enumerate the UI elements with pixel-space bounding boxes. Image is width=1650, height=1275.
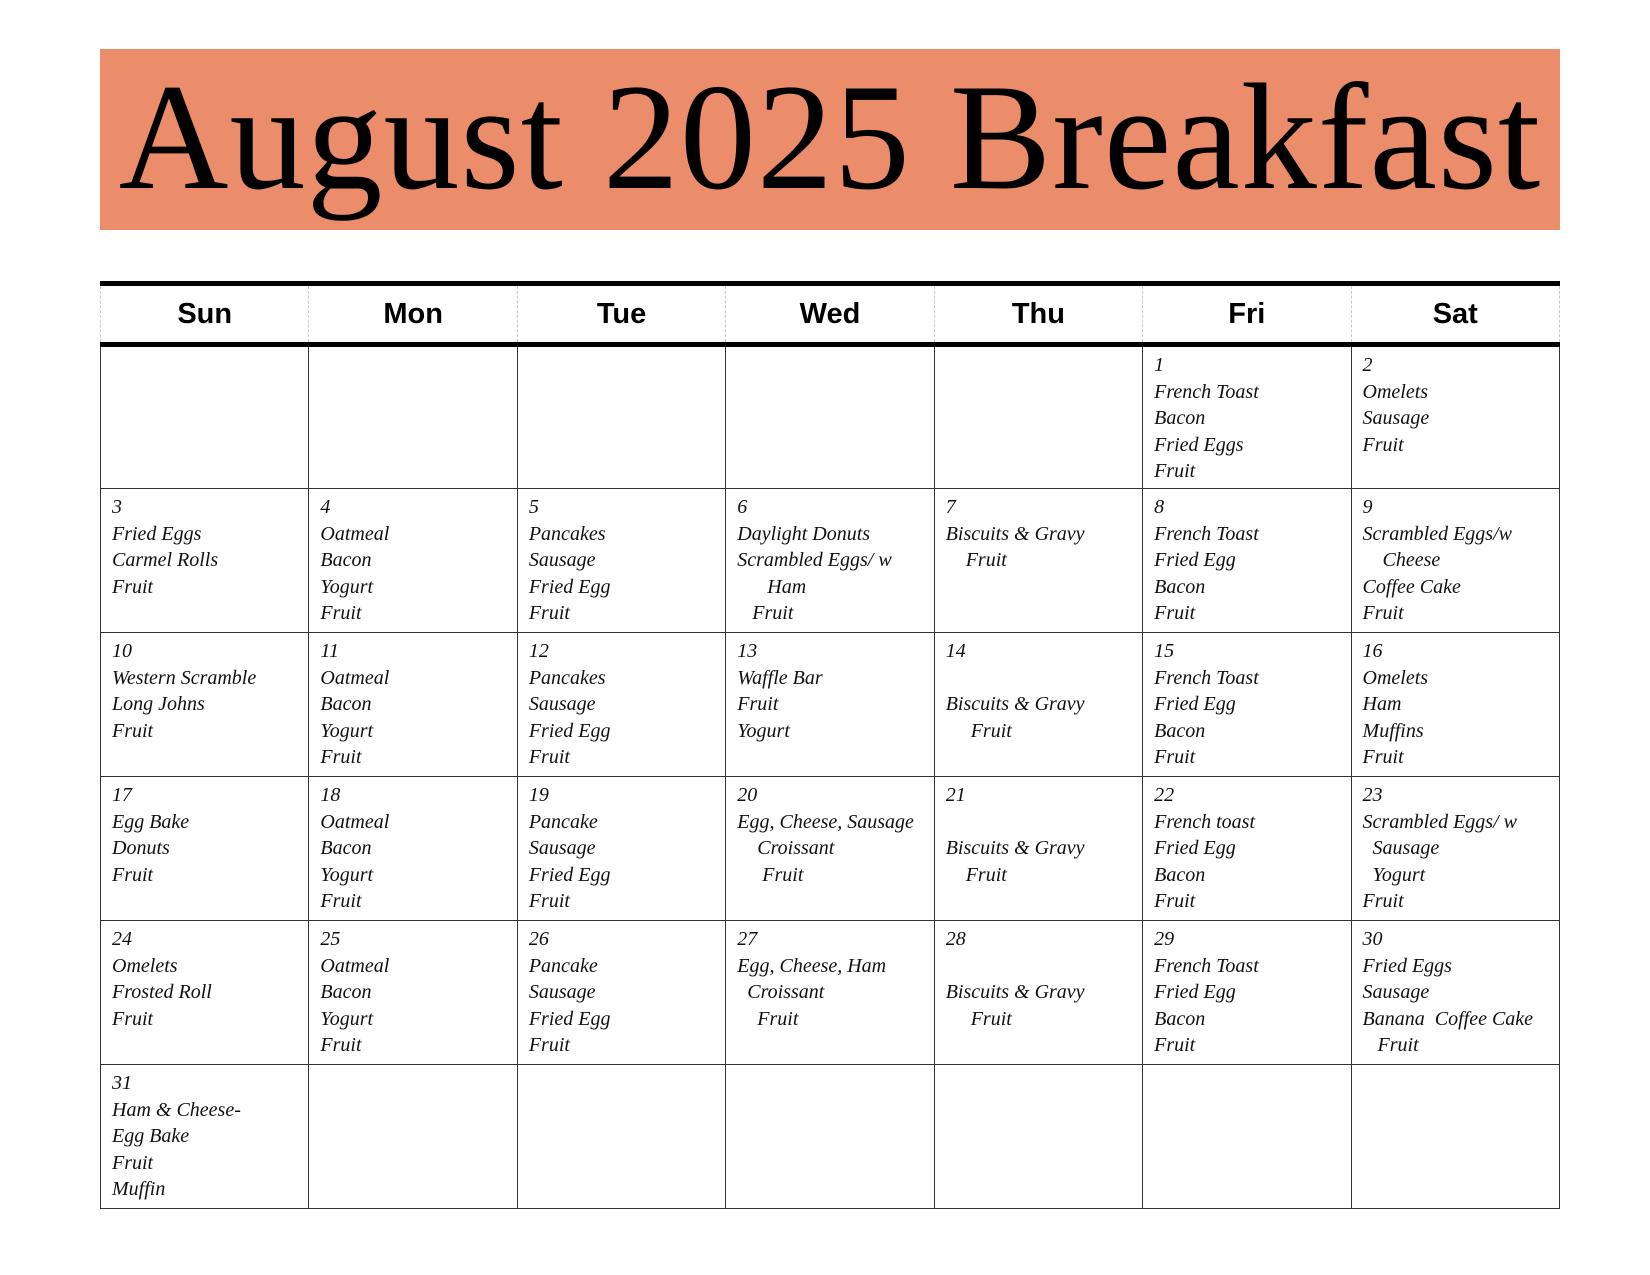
menu-item: Fruit xyxy=(112,575,154,598)
menu-item: Bacon xyxy=(320,981,372,1003)
menu-item: Fried Egg xyxy=(1154,981,1236,1003)
menu-item: Egg Bake xyxy=(112,810,190,833)
menu-item: Yogurt xyxy=(320,863,374,886)
menu-item: French toast xyxy=(1154,810,1256,833)
menu-item: Scrambled Eggs/ w xyxy=(737,549,892,571)
day-cell xyxy=(726,633,934,777)
day-number: 26 xyxy=(528,928,549,950)
day-number: 20 xyxy=(737,784,758,806)
day-number: 28 xyxy=(945,928,966,950)
menu-item: Egg Bake xyxy=(112,1125,190,1147)
menu-item: Fruit xyxy=(1154,460,1196,482)
menu-item: Biscuits & Gravy xyxy=(945,693,1085,715)
menu-item xyxy=(946,953,1132,980)
day-cell xyxy=(1351,633,1559,777)
menu-item: Ham & Cheese- xyxy=(112,1098,241,1121)
day-cell xyxy=(1351,489,1559,633)
menu-item: Fruit xyxy=(945,719,1012,742)
empty-day-cell xyxy=(934,1065,1142,1209)
day-number: 19 xyxy=(528,784,549,806)
empty-day-cell xyxy=(309,1065,517,1209)
day-number: 24 xyxy=(112,928,132,950)
menu-item: Yogurt xyxy=(320,575,374,598)
day-cell xyxy=(726,489,934,633)
menu-item: Fruit xyxy=(112,1151,154,1174)
menu-item: Pancake xyxy=(528,810,598,833)
menu-item: Fruit xyxy=(945,549,1007,571)
menu-item: Bacon xyxy=(320,837,372,859)
day-cell xyxy=(1351,777,1559,921)
day-cell xyxy=(726,777,934,921)
week-row xyxy=(101,1065,1560,1209)
menu-item: Sausage xyxy=(1362,837,1440,859)
menu-item: Pancakes xyxy=(528,522,606,545)
menu-item: Bacon xyxy=(1154,863,1206,886)
menu-item: Bacon xyxy=(1154,407,1206,429)
menu-item: Fruit xyxy=(737,1007,799,1030)
menu-item: Sausage xyxy=(528,693,596,715)
menu-item: Scrambled Eggs/w xyxy=(1362,522,1512,545)
menu-item xyxy=(946,809,1132,836)
menu-item: Fried Eggs xyxy=(1154,433,1244,456)
menu-item: Western Scramble xyxy=(112,666,257,689)
menu-item: Fruit xyxy=(1154,890,1196,912)
menu-item: Fruit xyxy=(1362,890,1404,912)
day-cell xyxy=(1143,921,1351,1065)
menu-item: Fruit xyxy=(320,602,362,624)
menu-item: Oatmeal xyxy=(320,522,390,545)
day-cell xyxy=(517,489,725,633)
day-number: 18 xyxy=(320,784,341,806)
day-number: 15 xyxy=(1154,640,1175,662)
day-cell xyxy=(1143,489,1351,633)
menu-item: Long Johns xyxy=(112,693,205,715)
empty-day-cell xyxy=(934,345,1142,489)
menu-item: Cheese xyxy=(1362,549,1441,571)
menu-item: Fruit xyxy=(528,890,570,912)
day-number: 27 xyxy=(737,928,758,950)
weekday-header: Mon xyxy=(309,284,517,345)
calendar-grid xyxy=(100,281,1560,1209)
menu-item: Bacon xyxy=(320,693,372,715)
day-number: 1 xyxy=(1154,354,1165,376)
menu-item: Sausage xyxy=(528,981,596,1003)
menu-item: Muffins xyxy=(1362,719,1424,742)
menu-item: Fruit xyxy=(1154,1034,1196,1056)
day-cell xyxy=(517,633,725,777)
week-row xyxy=(101,489,1560,633)
menu-item: Waffle Bar xyxy=(737,666,823,689)
day-number: 4 xyxy=(320,496,331,518)
day-number: 16 xyxy=(1362,640,1383,662)
menu-item: Fried Eggs xyxy=(1362,954,1452,977)
menu-item: Fruit xyxy=(737,693,779,715)
day-number: 8 xyxy=(1154,496,1165,518)
menu-item: Ham xyxy=(737,575,807,598)
weekday-header: Wed xyxy=(726,284,934,345)
menu-item: Fruit xyxy=(112,863,154,886)
menu-item: French Toast xyxy=(1154,666,1259,689)
day-cell xyxy=(1143,777,1351,921)
empty-day-cell xyxy=(726,1065,934,1209)
menu-item: Fried Egg xyxy=(1154,837,1236,859)
day-cell xyxy=(101,777,309,921)
day-number: 6 xyxy=(737,496,748,518)
menu-item: Pancake xyxy=(528,954,598,977)
empty-day-cell xyxy=(101,345,309,489)
day-cell xyxy=(309,489,517,633)
day-number: 13 xyxy=(737,640,758,662)
menu-item: Yogurt xyxy=(320,719,374,742)
menu-item: Fried Egg xyxy=(528,719,611,742)
menu-item: Fried Egg xyxy=(528,863,611,886)
day-cell xyxy=(1351,921,1559,1065)
day-cell xyxy=(309,777,517,921)
week-row xyxy=(101,633,1560,777)
day-number: 11 xyxy=(320,640,339,662)
day-number: 3 xyxy=(112,496,122,518)
menu-item: Fruit xyxy=(320,746,362,768)
menu-item: Egg, Cheese, Sausage xyxy=(737,810,914,833)
day-cell xyxy=(101,633,309,777)
menu-item: Bacon xyxy=(1154,719,1206,742)
menu-item: Yogurt xyxy=(1362,863,1426,886)
day-cell xyxy=(726,921,934,1065)
menu-item: Sausage xyxy=(528,837,596,859)
menu-item: French Toast xyxy=(1154,380,1259,403)
menu-item: Fruit xyxy=(112,719,154,742)
menu-item: Biscuits & Gravy xyxy=(945,837,1085,859)
day-number: 5 xyxy=(528,496,539,518)
menu-item: Yogurt xyxy=(737,719,790,742)
menu-item: Fried Egg xyxy=(528,575,611,598)
empty-day-cell xyxy=(726,345,934,489)
menu-item: Bacon xyxy=(1154,575,1206,598)
menu-item: Donuts xyxy=(112,837,170,859)
menu-item: Fruit xyxy=(1362,433,1404,456)
day-number: 22 xyxy=(1154,784,1175,806)
menu-item: Fruit xyxy=(528,602,570,624)
menu-item: Pancakes xyxy=(528,666,606,689)
weekday-header: Sat xyxy=(1351,284,1559,345)
day-cell xyxy=(1143,345,1351,489)
menu-item: Egg, Cheese, Ham xyxy=(737,954,887,977)
menu-item: Scrambled Eggs/ w xyxy=(1362,810,1517,833)
day-number: 30 xyxy=(1362,928,1383,950)
day-cell xyxy=(101,1065,309,1209)
menu-item: Yogurt xyxy=(320,1007,374,1030)
menu-item: Fruit xyxy=(945,863,1007,886)
menu-item: Biscuits & Gravy xyxy=(945,522,1085,545)
menu-item: Oatmeal xyxy=(320,954,390,977)
day-number: 12 xyxy=(528,640,549,662)
menu-item: Fruit xyxy=(737,602,794,624)
day-number: 2 xyxy=(1362,354,1373,376)
day-cell xyxy=(1351,345,1559,489)
menu-item: Bacon xyxy=(1154,1007,1206,1030)
day-cell xyxy=(934,921,1142,1065)
day-cell xyxy=(934,633,1142,777)
menu-item: Sausage xyxy=(1362,407,1430,429)
empty-day-cell xyxy=(1143,1065,1351,1209)
weekday-header: Thu xyxy=(934,284,1142,345)
day-number: 7 xyxy=(945,496,956,518)
day-number: 9 xyxy=(1362,496,1373,518)
day-number: 31 xyxy=(112,1072,132,1094)
day-cell xyxy=(1143,633,1351,777)
menu-item: Fruit xyxy=(528,746,570,768)
day-number: 17 xyxy=(112,784,132,806)
menu-item: Fruit xyxy=(320,1034,362,1056)
menu-item: Oatmeal xyxy=(320,666,390,689)
menu-item: Bacon xyxy=(320,549,372,571)
menu-item: Croissant xyxy=(737,837,835,859)
title-banner xyxy=(100,49,1560,230)
empty-day-cell xyxy=(517,345,725,489)
day-cell xyxy=(517,777,725,921)
menu-item: French Toast xyxy=(1154,522,1259,545)
menu-item xyxy=(946,665,1132,692)
weekday-header: Fri xyxy=(1143,284,1351,345)
day-number: 14 xyxy=(945,640,966,662)
menu-item: Fruit xyxy=(528,1034,570,1056)
menu-item: Fruit xyxy=(1362,602,1404,624)
menu-item: Sausage xyxy=(528,549,596,571)
menu-item: Sausage xyxy=(1362,981,1430,1003)
day-number: 10 xyxy=(112,640,132,662)
menu-item: Fruit xyxy=(945,1007,1012,1030)
menu-item: Biscuits & Gravy xyxy=(945,981,1085,1003)
menu-item: Fried Egg xyxy=(1154,549,1236,571)
menu-item: Coffee Cake xyxy=(1362,575,1461,598)
day-cell xyxy=(934,489,1142,633)
menu-item: Fruit xyxy=(1362,1034,1419,1056)
week-row xyxy=(101,921,1560,1065)
day-number: 21 xyxy=(945,784,966,806)
menu-item: Fried Egg xyxy=(1154,693,1236,715)
menu-item: Omelets xyxy=(1362,666,1429,689)
day-cell xyxy=(517,921,725,1065)
weekday-header-row xyxy=(101,284,1560,345)
weekday-header: Sun xyxy=(101,284,309,345)
menu-item: Fruit xyxy=(737,863,804,886)
empty-day-cell xyxy=(1351,1065,1559,1209)
page-title: August 2025 Breakfast xyxy=(118,52,1542,221)
week-row xyxy=(101,345,1560,489)
menu-item: French Toast xyxy=(1154,954,1259,977)
week-row xyxy=(101,777,1560,921)
weekday-header: Tue xyxy=(517,284,725,345)
day-cell xyxy=(101,921,309,1065)
day-number: 29 xyxy=(1154,928,1175,950)
menu-item: Carmel Rolls xyxy=(112,549,219,571)
menu-item: Omelets xyxy=(112,954,178,977)
menu-item: Ham xyxy=(1362,693,1402,715)
day-number: 23 xyxy=(1362,784,1383,806)
menu-item: Banana Coffee Cake xyxy=(1362,1007,1534,1030)
menu-item: Fried Eggs xyxy=(112,522,202,545)
menu-item: Daylight Donuts xyxy=(737,522,871,545)
empty-day-cell xyxy=(309,345,517,489)
day-cell xyxy=(309,633,517,777)
day-cell xyxy=(309,921,517,1065)
menu-item: Fruit xyxy=(1154,746,1196,768)
menu-item: Fruit xyxy=(1154,602,1196,624)
menu-item: Fruit xyxy=(112,1007,154,1030)
empty-day-cell xyxy=(517,1065,725,1209)
menu-item: Fried Egg xyxy=(528,1007,611,1030)
menu-item: Fruit xyxy=(1362,746,1404,768)
menu-item: Oatmeal xyxy=(320,810,390,833)
menu-item: Fruit xyxy=(320,890,362,912)
menu-item: Croissant xyxy=(737,981,825,1003)
day-cell xyxy=(101,489,309,633)
menu-item: Muffin xyxy=(112,1178,166,1200)
menu-item: Frosted Roll xyxy=(112,981,212,1003)
day-number: 25 xyxy=(320,928,341,950)
menu-item: Omelets xyxy=(1362,380,1429,403)
day-cell xyxy=(934,777,1142,921)
